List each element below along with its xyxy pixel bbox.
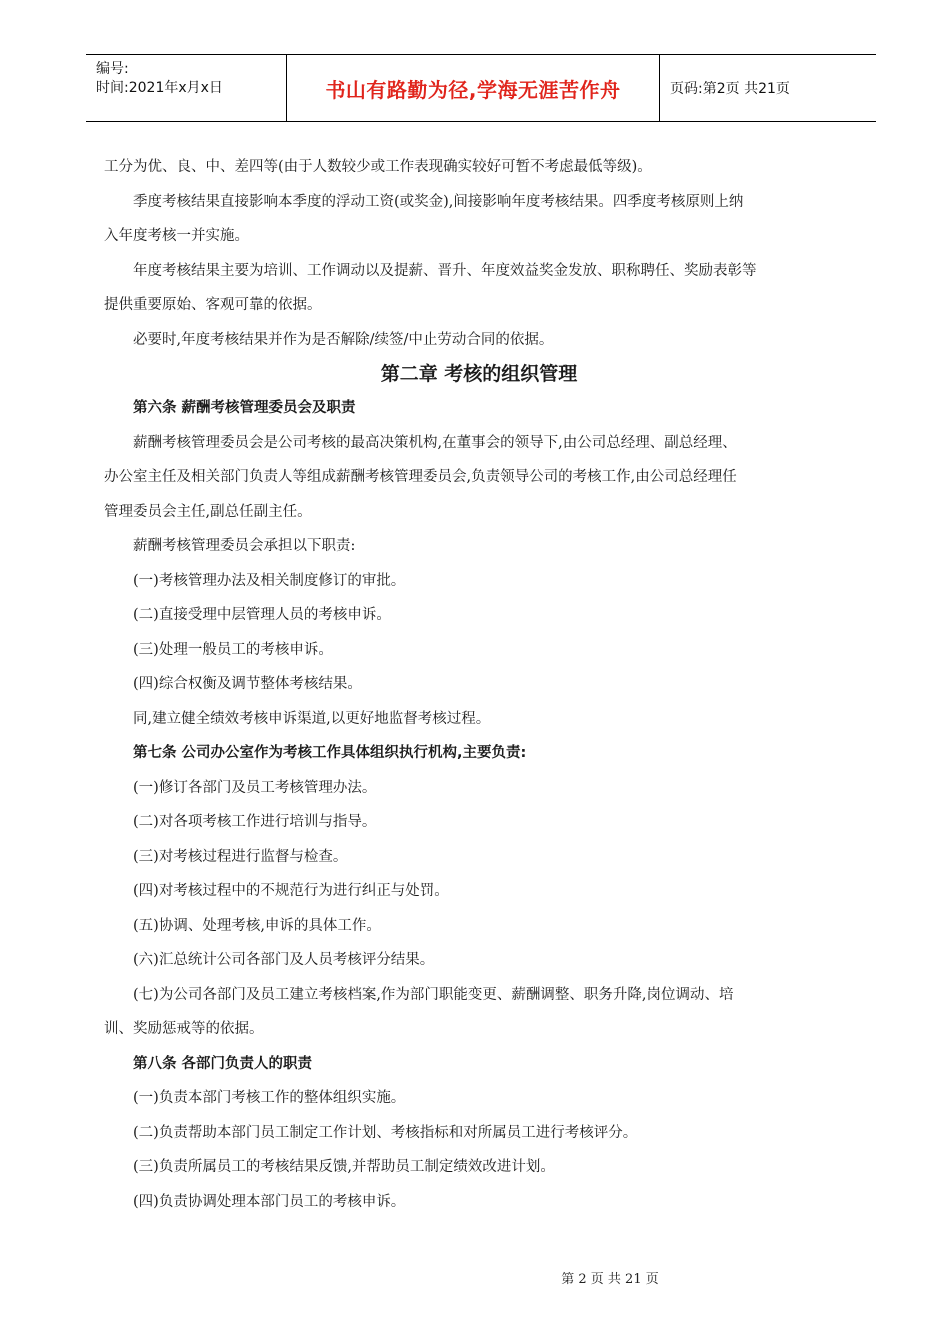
document-time-label: 时间:2021年x月x日	[96, 80, 223, 96]
document-number-label: 编号:	[96, 61, 129, 77]
paragraph: 必要时,年度考核结果并作为是否解除/续签/中止劳动合同的依据。	[133, 331, 554, 348]
list-item: (四)负责协调处理本部门员工的考核申诉。	[133, 1193, 406, 1210]
header-meta	[96, 60, 286, 98]
list-item: (二)对各项考核工作进行培训与指导。	[133, 814, 377, 830]
article-heading: 第六条 薪酬考核管理委员会及职责	[133, 400, 356, 416]
header-divider	[659, 55, 660, 121]
list-item: (五)协调、处理考核,申诉的具体工作。	[133, 917, 381, 934]
list-item: (一)负责本部门考核工作的整体组织实施。	[133, 1090, 406, 1106]
document-body	[104, 150, 864, 1219]
paragraph: 薪酬考核管理委员会是公司考核的最高决策机构,在董事会的领导下,由公司总经理、副总经理、	[133, 434, 737, 451]
list-item: (二)负责帮助本部门员工制定工作计划、考核指标和对所属员工进行考核评分。	[133, 1124, 638, 1141]
list-item-continuation: 训、奖励惩戒等的依据。	[104, 1021, 264, 1037]
list-item: (四)综合权衡及调节整体考核结果。	[133, 676, 362, 692]
paragraph: 年度考核结果主要为培训、工作调动以及提薪、晋升、年度效益奖金发放、职称聘任、奖励表彰等	[133, 262, 757, 279]
list-item: (六)汇总统计公司各部门及人员考核评分结果。	[133, 952, 435, 968]
list-item: (一)考核管理办法及相关制度修订的审批。	[133, 572, 406, 589]
header-motto: 书山有路勤为径,学海无涯苦作舟	[325, 77, 621, 102]
paragraph-continuation: 管理委员会主任,副总任副主任。	[104, 503, 312, 520]
paragraph: 季度考核结果直接影响本季度的浮动工资(或奖金),间接影响年度考核结果。四季度考核原则上纳	[133, 193, 744, 210]
paragraph-continuation: 办公室主任及相关部门负责人等组成薪酬考核管理委员会,负责领导公司的考核工作,由公司总经理任	[104, 469, 737, 485]
paragraph: 工分为优、良、中、差四等(由于人数较少或工作表现确实较好可暂不考虑最低等级)。	[104, 159, 652, 175]
list-item: (四)对考核过程中的不规范行为进行纠正与处罚。	[133, 883, 449, 899]
list-item: (三)处理一般员工的考核申诉。	[133, 641, 333, 658]
header-page-info: 页码:第2页 共21页	[670, 81, 790, 97]
paragraph-continuation: 提供重要原始、客观可靠的依据。	[104, 297, 322, 313]
list-item: (七)为公司各部门及员工建立考核档案,作为部门职能变更、薪酬调整、职务升降,岗位调动、培	[133, 986, 734, 1003]
list-item: (三)负责所属员工的考核结果反馈,并帮助员工制定绩效改进计划。	[133, 1159, 555, 1175]
list-item: (三)对考核过程进行监督与检查。	[133, 848, 348, 865]
chapter-heading: 第二章 考核的组织管理	[380, 363, 578, 385]
page-header	[86, 54, 876, 122]
list-item: (一)修订各部门及员工考核管理办法。	[133, 779, 377, 796]
page-footer: 第 2 页 共 21 页	[561, 1272, 659, 1287]
paragraph: 同,建立健全绩效考核申诉渠道,以更好地监督考核过程。	[133, 710, 491, 727]
paragraph-continuation: 入年度考核一并实施。	[104, 228, 249, 244]
article-heading: 第八条 各部门负责人的职责	[133, 1055, 313, 1072]
list-item: (二)直接受理中层管理人员的考核申诉。	[133, 607, 391, 623]
article-heading: 第七条 公司办公室作为考核工作具体组织执行机构,主要负责:	[133, 745, 527, 761]
paragraph: 薪酬考核管理委员会承担以下职责:	[133, 538, 356, 554]
